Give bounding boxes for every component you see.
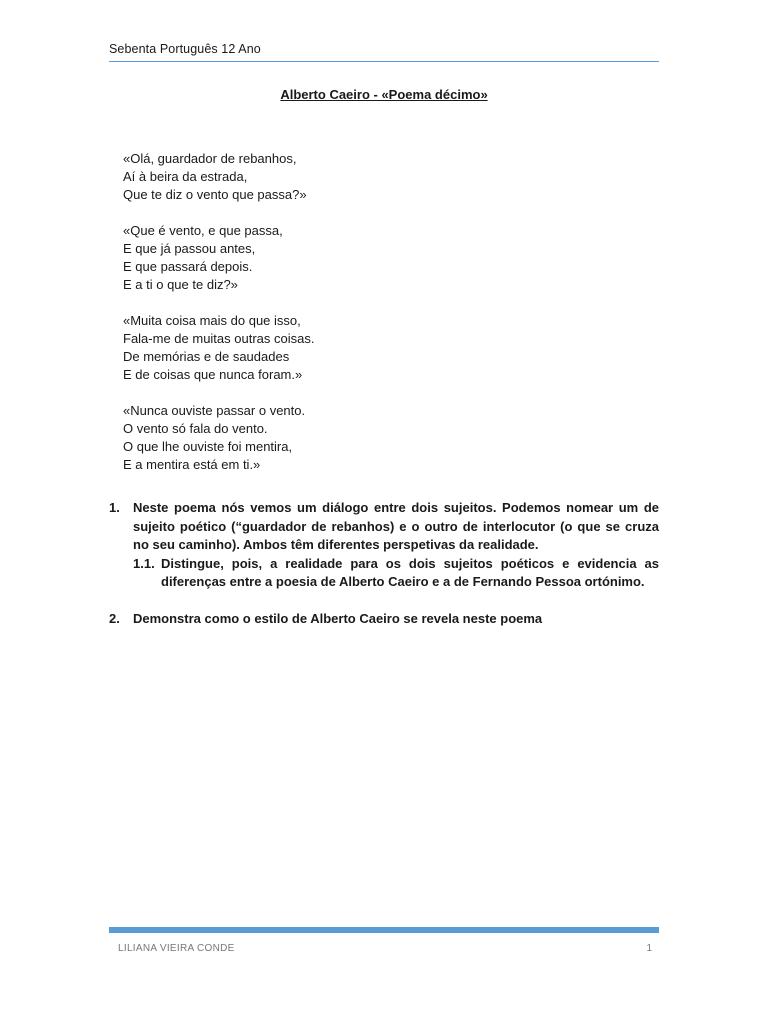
document-title bbox=[109, 87, 659, 102]
footer-bar bbox=[109, 927, 659, 933]
poem bbox=[123, 150, 523, 492]
poem-line: De memórias e de saudades bbox=[123, 349, 290, 364]
page-number: 1 bbox=[646, 943, 652, 954]
poem-line: O vento só fala do vento. bbox=[123, 421, 268, 436]
subquestion-text: Distingue, pois, a realidade para os dois sujeitos poéticos e evidencia as diferenças entre a poesia de Alberto Caeiro e a de Fernando Pessoa ortónimo. bbox=[161, 555, 659, 589]
poem-line: E de coisas que nunca foram.» bbox=[123, 367, 303, 382]
stanza-4 bbox=[123, 402, 523, 474]
poem-line: Fala-me de muitas outras coisas. bbox=[123, 331, 315, 346]
poem-line: «Muita coisa mais do que isso, bbox=[123, 313, 301, 328]
poem-line: E a ti o que te diz?» bbox=[123, 277, 238, 292]
poem-line: Que te diz o vento que passa?» bbox=[123, 187, 307, 202]
stanza-1 bbox=[123, 150, 523, 204]
poem-line: «Nunca ouviste passar o vento. bbox=[123, 403, 306, 418]
poem-line: Aí à beira da estrada, bbox=[123, 169, 248, 184]
stanza-3 bbox=[123, 312, 523, 384]
question-number: 2. bbox=[109, 610, 120, 626]
question-text: Neste poema nós vemos um diálogo entre dois sujeitos. Podemos nomear um de sujeito poético (“guardador de rebanhos) e o outro de interlocutor (o que se cruza no seu caminho). Ambos têm diferentes perspetivas da realidade. bbox=[133, 500, 659, 552]
question-1-1 bbox=[133, 555, 659, 592]
poem-line: E a mentira está em ti.» bbox=[123, 457, 261, 472]
footer-author: LILIANA VIEIRA CONDE bbox=[118, 943, 235, 954]
poem-line: E que passará depois. bbox=[123, 259, 253, 274]
questions bbox=[109, 499, 659, 646]
question-1 bbox=[109, 499, 659, 592]
question-2 bbox=[109, 610, 659, 629]
title-text: Alberto Caeiro - «Poema décimo» bbox=[280, 87, 488, 102]
question-number: 1. bbox=[109, 500, 120, 515]
page-header: Sebenta Português 12 Ano bbox=[109, 42, 261, 56]
poem-line: «Olá, guardador de rebanhos, bbox=[123, 151, 297, 166]
stanza-2 bbox=[123, 222, 523, 294]
poem-line: E que já passou antes, bbox=[123, 241, 256, 256]
question-text: Demonstra como o estilo de Alberto Caeiro se revela neste poema bbox=[133, 610, 543, 626]
subquestion-number: 1.1. bbox=[133, 555, 155, 571]
poem-line: «Que é vento, e que passa, bbox=[123, 223, 283, 238]
header-rule bbox=[109, 61, 659, 62]
poem-line: O que lhe ouviste foi mentira, bbox=[123, 439, 293, 454]
